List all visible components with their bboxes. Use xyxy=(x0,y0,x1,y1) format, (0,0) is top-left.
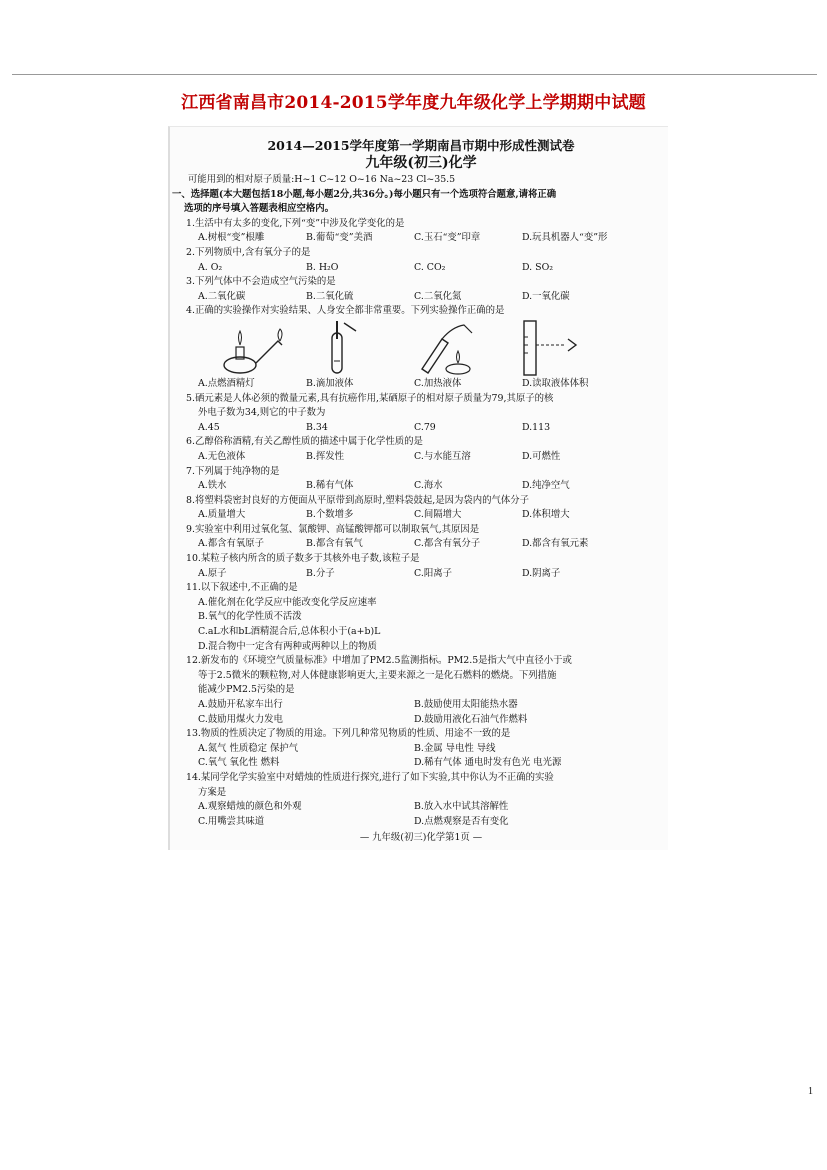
option: D.113 xyxy=(522,421,551,433)
experiment-figures xyxy=(198,319,660,377)
option: B.放入水中试其溶解性 xyxy=(414,801,509,813)
option: A.观察蜡烛的颜色和外观 xyxy=(198,801,302,813)
option: A. O₂ xyxy=(198,261,223,273)
option: A.原子 xyxy=(198,567,227,579)
options-grid xyxy=(198,800,660,829)
option: D.点燃观察是否有变化 xyxy=(414,815,509,827)
header-rule xyxy=(12,74,817,75)
exam-title: 2014—2015学年度第一学期南昌市期中形成性测试卷 xyxy=(267,138,575,153)
question-stem: 3.下列气体中不会造成空气污染的是 xyxy=(186,276,336,288)
options-grid xyxy=(198,698,660,727)
question-stem: 6.乙醇俗称酒精,有关乙醇性质的描述中属于化学性质的是 xyxy=(186,436,423,448)
option: A.点燃酒精灯 xyxy=(198,377,255,389)
option: D.读取液体体积 xyxy=(522,377,589,389)
option: D.可燃性 xyxy=(522,450,561,462)
option: C.阳离子 xyxy=(414,567,452,579)
option: A.铁水 xyxy=(198,480,227,492)
option: D.体积增大 xyxy=(522,509,570,521)
option: C.都含有氧分子 xyxy=(414,538,481,550)
option: B.都含有氧气 xyxy=(306,538,363,550)
question xyxy=(182,246,660,275)
question-list xyxy=(182,217,660,830)
options-row xyxy=(198,377,660,392)
exam-page-footer: — 九年级(初三)化学第1页 — xyxy=(359,832,483,844)
question xyxy=(182,523,660,552)
option: B.个数增多 xyxy=(306,509,354,521)
option: A.氮气 性质稳定 保护气 xyxy=(198,742,299,754)
question xyxy=(182,581,660,654)
options-row xyxy=(198,567,660,582)
option: C.鼓励用煤火力发电 xyxy=(198,713,283,725)
options-row xyxy=(198,508,660,523)
option: C.玉石“变”印章 xyxy=(414,232,481,244)
graduated-cylinder-figure xyxy=(518,319,608,377)
option: C.用嘴尝其味道 xyxy=(198,815,265,827)
section-heading-cont: 选项的序号填入答题表相应空格内。 xyxy=(184,203,335,215)
question-stem: 10.某粒子核内所含的质子数多于其核外电子数,该粒子是 xyxy=(186,553,420,565)
question xyxy=(182,392,660,436)
option: C.aL水和bL酒精混合后,总体积小于(a+b)L xyxy=(198,626,381,638)
option: C.氧气 氧化性 燃料 xyxy=(198,757,280,769)
question xyxy=(182,552,660,581)
alcohol-lamp-figure xyxy=(208,319,298,377)
options-row xyxy=(198,537,660,552)
option: B.鼓励使用太阳能热水器 xyxy=(414,699,518,710)
heating-liquid-figure xyxy=(412,319,502,377)
option: C.间隔增大 xyxy=(414,509,462,521)
option: B.稀有气体 xyxy=(306,480,354,492)
atomic-masses: 可能用到的相对原子质量:H~1 C~12 O~16 Na~23 Cl~35.5 xyxy=(188,174,456,185)
question-stem: 13.物质的性质决定了物质的用途。下列几种常见物质的性质、用途不一致的是 xyxy=(186,728,511,740)
question-stem: 8.将塑料袋密封良好的方便面从平原带到高原时,塑料袋鼓起,是因为袋内的气体分子 xyxy=(186,494,530,506)
question xyxy=(182,771,660,829)
question-stem-cont: 外电子数为34,则它的中子数为 xyxy=(198,407,326,419)
option: B.分子 xyxy=(306,567,335,579)
scanned-exam-page xyxy=(168,126,668,850)
question xyxy=(182,654,660,727)
exam-subtitle: 九年级(初三)化学 xyxy=(365,155,477,171)
question xyxy=(182,435,660,464)
options-row xyxy=(198,231,660,246)
option: D.一氧化碳 xyxy=(522,290,570,302)
option: D.鼓励用液化石油气作燃料 xyxy=(414,713,528,725)
question-stem: 5.硒元素是人体必须的微量元素,具有抗癌作用,某硒原子的相对原子质量为79,其原子的核 xyxy=(186,392,554,404)
option: D.稀有气体 通电时发有色光 电光源 xyxy=(414,757,562,769)
question-stem: 9.实验室中利用过氧化氢、氯酸钾、高锰酸钾都可以制取氧气,其原因是 xyxy=(186,523,480,535)
option: A.树根“变”根雕 xyxy=(198,232,265,244)
option: D.玩具机器人“变”形 xyxy=(522,232,608,244)
option: C.79 xyxy=(414,421,436,433)
option: B.金属 导电性 导线 xyxy=(414,742,496,754)
option: A.都含有氧原子 xyxy=(198,538,265,550)
options-grid xyxy=(198,742,660,771)
option: C.加热液体 xyxy=(414,377,462,389)
document-title: 江西省南昌市2014-2015学年度九年级化学上学期期中试题 xyxy=(181,93,646,113)
option: A.质量增大 xyxy=(198,509,246,521)
option: D.混合物中一定含有两种或两种以上的物质 xyxy=(198,640,377,652)
question-stem-cont: 方案是 xyxy=(198,786,227,798)
question-stem: 7.下列属于纯净物的是 xyxy=(186,465,280,477)
question-stem: 14.某同学化学实验室中对蜡烛的性质进行探究,进行了如下实验,其中你认为不正确的实验 xyxy=(186,771,554,783)
exam-content xyxy=(172,137,660,846)
option: B.二氧化硫 xyxy=(306,290,354,302)
option: D.都含有氧元素 xyxy=(522,538,589,550)
option: A.45 xyxy=(198,421,220,433)
option: D.阴离子 xyxy=(522,567,561,579)
option: D. SO₂ xyxy=(522,261,554,273)
options-row xyxy=(198,261,660,276)
option: A.鼓励开私家车出行 xyxy=(198,699,283,710)
option: A.无色液体 xyxy=(198,450,246,462)
options-row xyxy=(198,290,660,305)
option: C.与水能互溶 xyxy=(414,450,471,462)
question xyxy=(182,494,660,523)
option: C. CO₂ xyxy=(414,261,446,273)
question xyxy=(182,727,660,771)
option: B.挥发性 xyxy=(306,450,344,462)
option: A.二氧化碳 xyxy=(198,290,246,302)
question xyxy=(182,465,660,494)
question xyxy=(182,275,660,304)
question-stem: 11.以下叙述中,不正确的是 xyxy=(186,582,298,594)
question xyxy=(182,217,660,246)
question xyxy=(182,304,660,391)
question-stem-cont: 能减少PM2.5污染的是 xyxy=(198,684,295,696)
question-stem: 2.下列物质中,含有氧分子的是 xyxy=(186,246,311,258)
page-number: 1 xyxy=(808,1086,813,1097)
option: B.34 xyxy=(306,421,328,433)
question-stem: 12.新发布的《环境空气质量标准》中增加了PM2.5监测指标。PM2.5是指大气中直径小于或 xyxy=(186,655,572,667)
option: C.二氧化氮 xyxy=(414,290,462,302)
option: A.催化剂在化学反应中能改变化学反应速率 xyxy=(198,596,377,608)
option: B.滴加液体 xyxy=(306,377,354,389)
dropper-tube-figure xyxy=(310,319,400,377)
question-stem: 1.生活中有太多的变化,下列“变”中涉及化学变化的是 xyxy=(186,217,405,229)
option: C.海水 xyxy=(414,480,443,492)
options-row xyxy=(198,479,660,494)
question-stem-cont: 等于2.5微米的颗粒物,对人体健康影响更大,主要来源之一是化石燃料的燃烧。下列措施 xyxy=(198,669,557,681)
option: B.葡萄“变”美酒 xyxy=(306,232,373,244)
options-row xyxy=(198,421,660,436)
option: B. H₂O xyxy=(306,261,339,273)
section-heading: 一、选择题(本大题包括18小题,每小题2分,共36分。)每小题只有一个选项符合题意,请将正确 xyxy=(172,188,557,200)
options-row xyxy=(198,450,660,465)
option: B.氧气的化学性质不活泼 xyxy=(198,611,302,623)
option: D.纯净空气 xyxy=(522,480,570,492)
question-stem: 4.正确的实验操作对实验结果、人身安全都非常重要。下列实验操作正确的是 xyxy=(186,305,505,317)
